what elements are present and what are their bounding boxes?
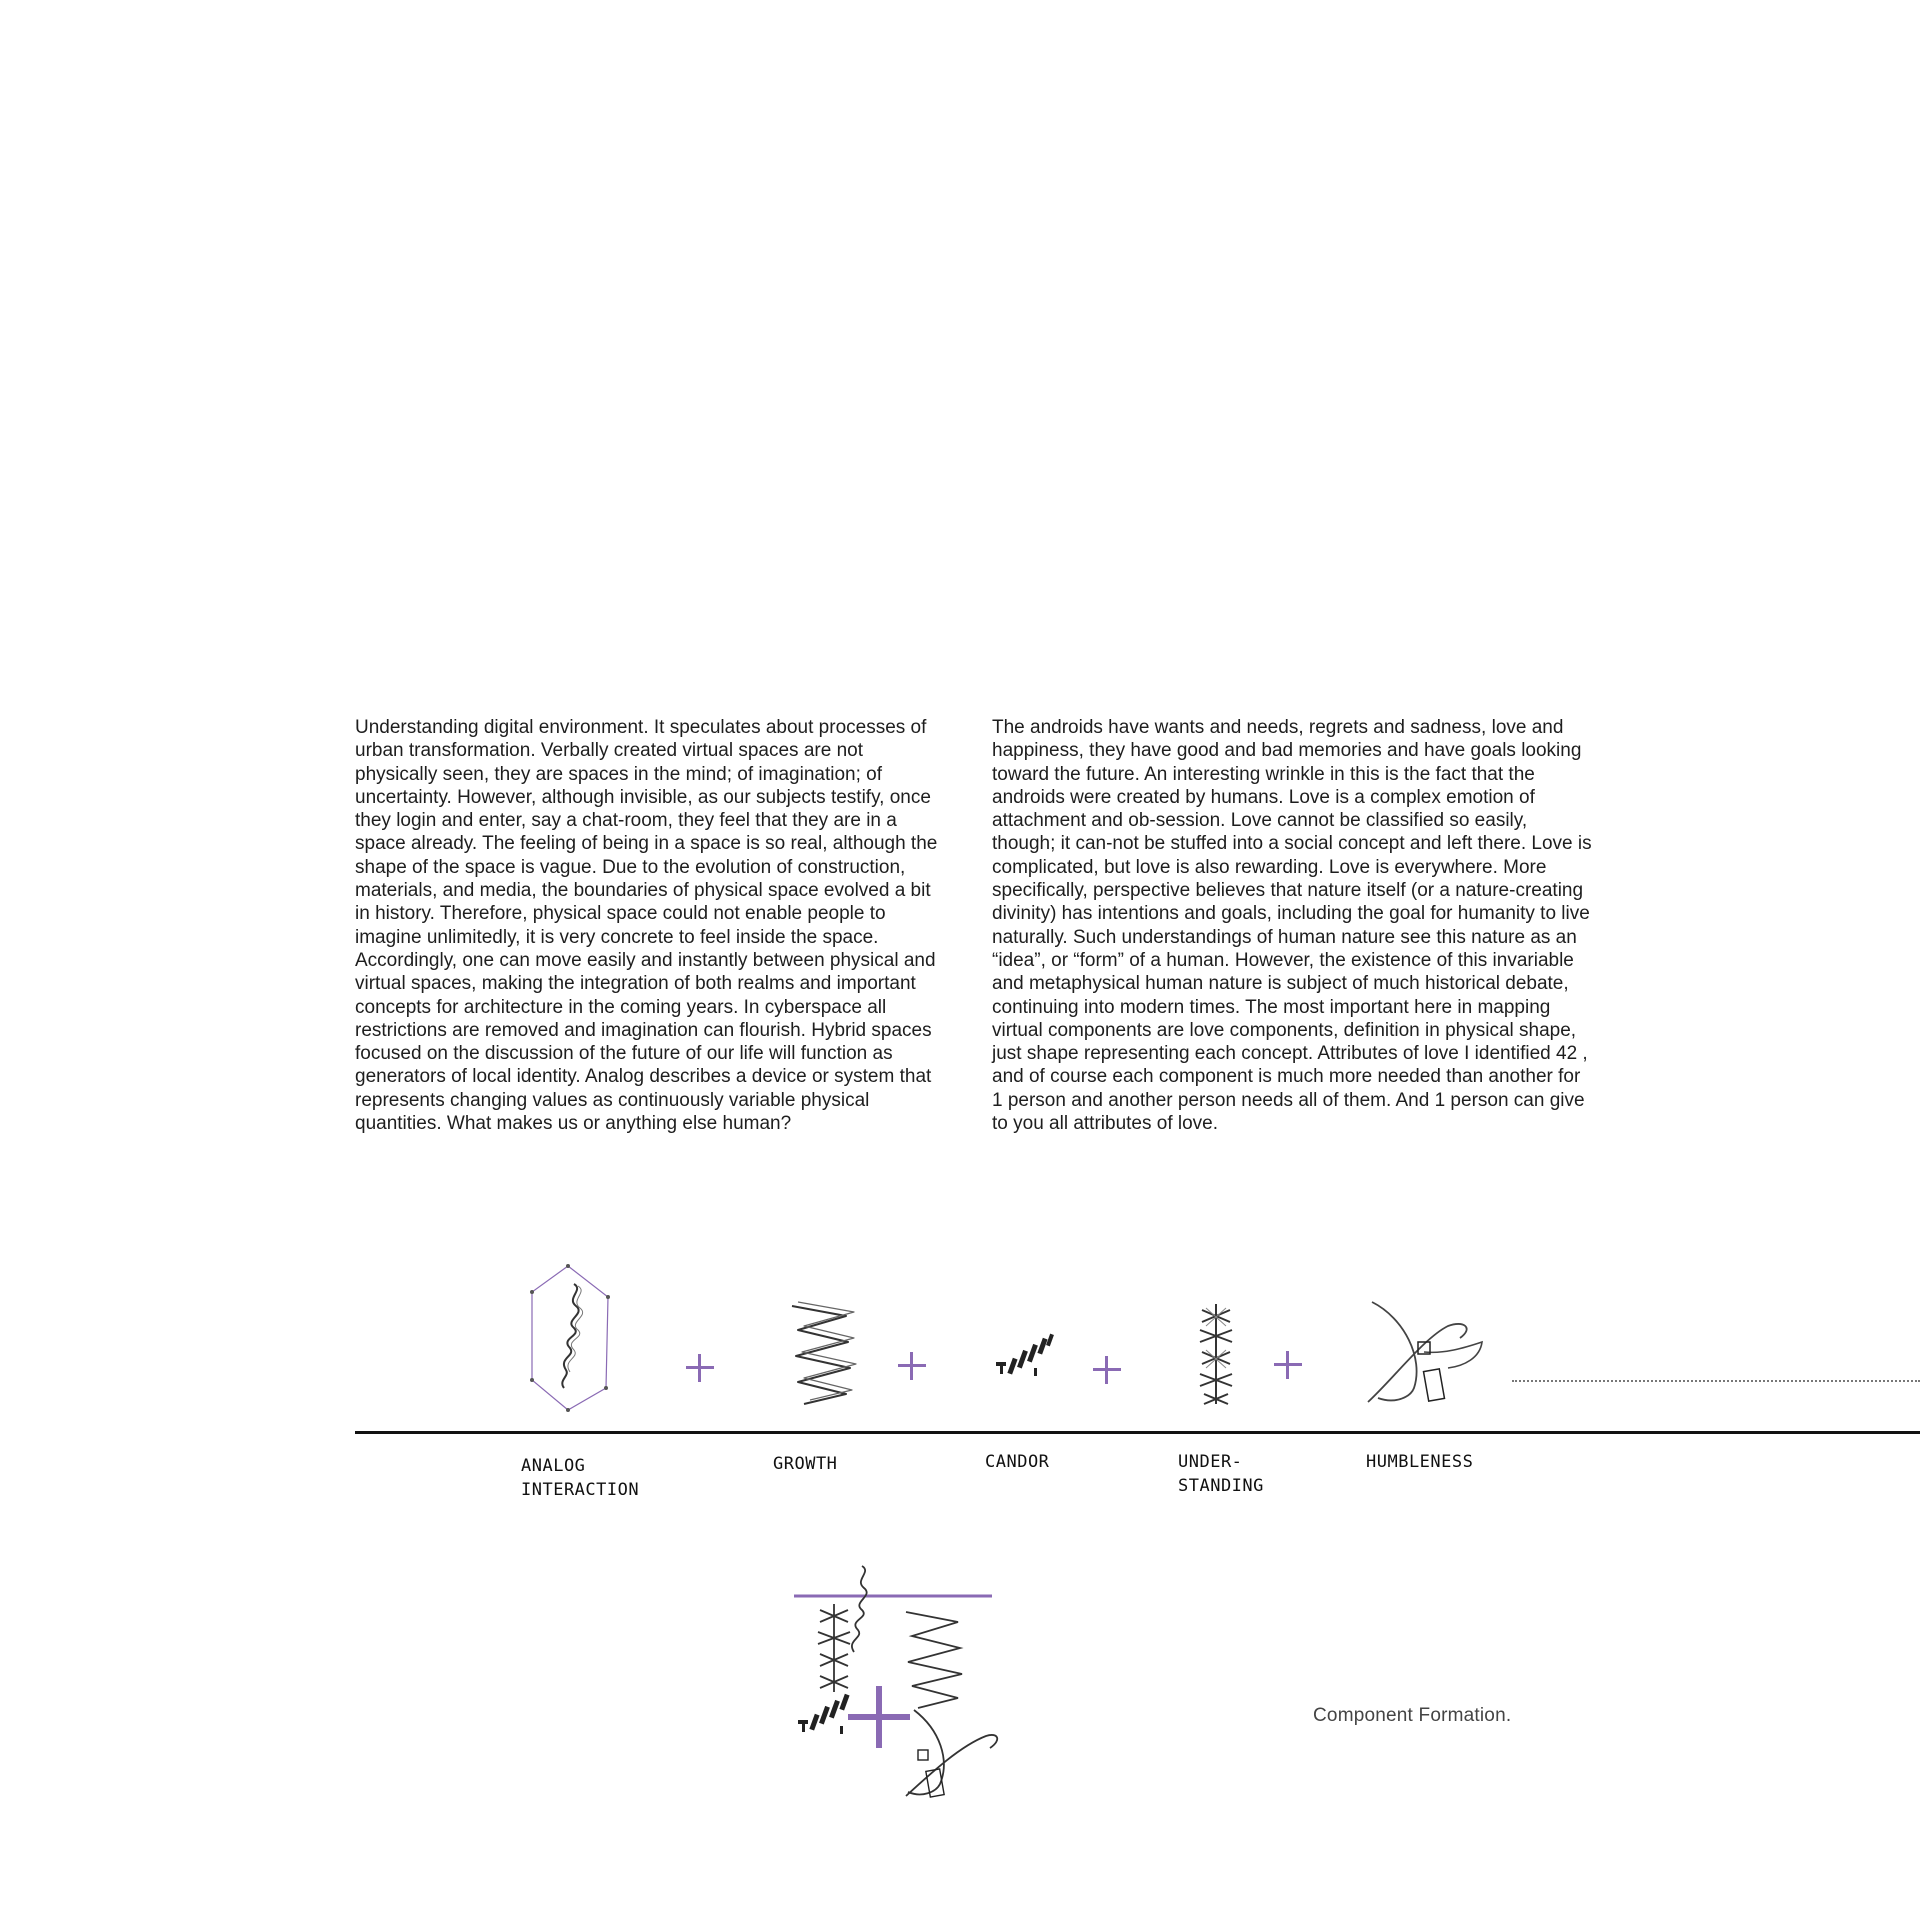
candor-icon — [994, 1330, 1060, 1382]
analog-interaction-icon — [528, 1262, 612, 1412]
plus-icon — [898, 1352, 926, 1380]
label-growth: GROWTH — [773, 1454, 838, 1474]
plus-icon — [1274, 1351, 1302, 1379]
caption-component-formation: Component Formation. — [1313, 1705, 1512, 1726]
label-humbleness: HUMBLENESS — [1366, 1452, 1474, 1472]
label-analog-interaction: ANALOG INTERACTION — [521, 1456, 640, 1500]
plus-icon — [686, 1354, 714, 1382]
plus-icon — [1093, 1356, 1121, 1384]
understanding-icon — [1196, 1302, 1236, 1406]
baseline-rule — [355, 1431, 1920, 1434]
label-understanding: UNDER- STANDING — [1178, 1452, 1264, 1496]
left-paragraph: Understanding digital environment. It speculates about processes of urban transformation. Verbally created virtual spaces are not physically seen, they are spaces in the mind; of imagination; of uncertainty. However, although invisible, as our subjects testify, once they login and enter, say a chat-room, they feel that they are in a space already. The feeling of being in a space is so real, although the shape of the space is vague. Due to the evolution of construction, materials, and media, the boundaries of physical space evolved a bit in history. Therefore, physical space could not enable people to imagine unlimitedly, it is very concrete to feel inside the space. Accordingly, one can move easily and instantly between physical and virtual spaces, making the integration of both realms and important concepts for architecture in the coming years. In cyberspace all restrictions are removed and imagination can flourish. Hybrid spaces focused on the discussion of the future of our life will function as generators of local identity. Analog describes a device or system that represents changing values as continuously variable physical quantities. What makes us or anything else human? — [355, 717, 938, 1135]
growth-icon — [784, 1298, 860, 1408]
humbleness-icon — [1364, 1298, 1486, 1406]
dotted-connector — [1512, 1380, 1920, 1382]
label-candor: CANDOR — [985, 1452, 1050, 1472]
right-paragraph: The androids have wants and needs, regrets and sadness, love and happiness, they have good and bad memories and have goals looking toward the future. An interesting wrinkle in this is the fact that the androids were created by humans. Love is a complex emotion of attachment and ob-session. Love cannot be classified so easily, though; it can-not be stuffed into a social concept and left there. Love is complicated, but love is also rewarding. Love is everywhere. More specifically, perspective believes that nature itself (or a nature-creating divinity) has intentions and goals, including the goal for humanity to live naturally. Such understandings of human nature see this nature as an “idea”, or “form” of a human. However, the existence of this invariable and metaphysical human nature is subject of much historical debate, continuing into modern times. The most important here in mapping virtual components are love components, definition in physical shape, just shape representing each concept. Attributes of love I identified 42 , and of course each component is much more needed than another for 1 person and another person needs all of them. And 1 person can give to you all attributes of love. — [992, 717, 1592, 1135]
component-formation-graphic — [790, 1560, 1002, 1806]
